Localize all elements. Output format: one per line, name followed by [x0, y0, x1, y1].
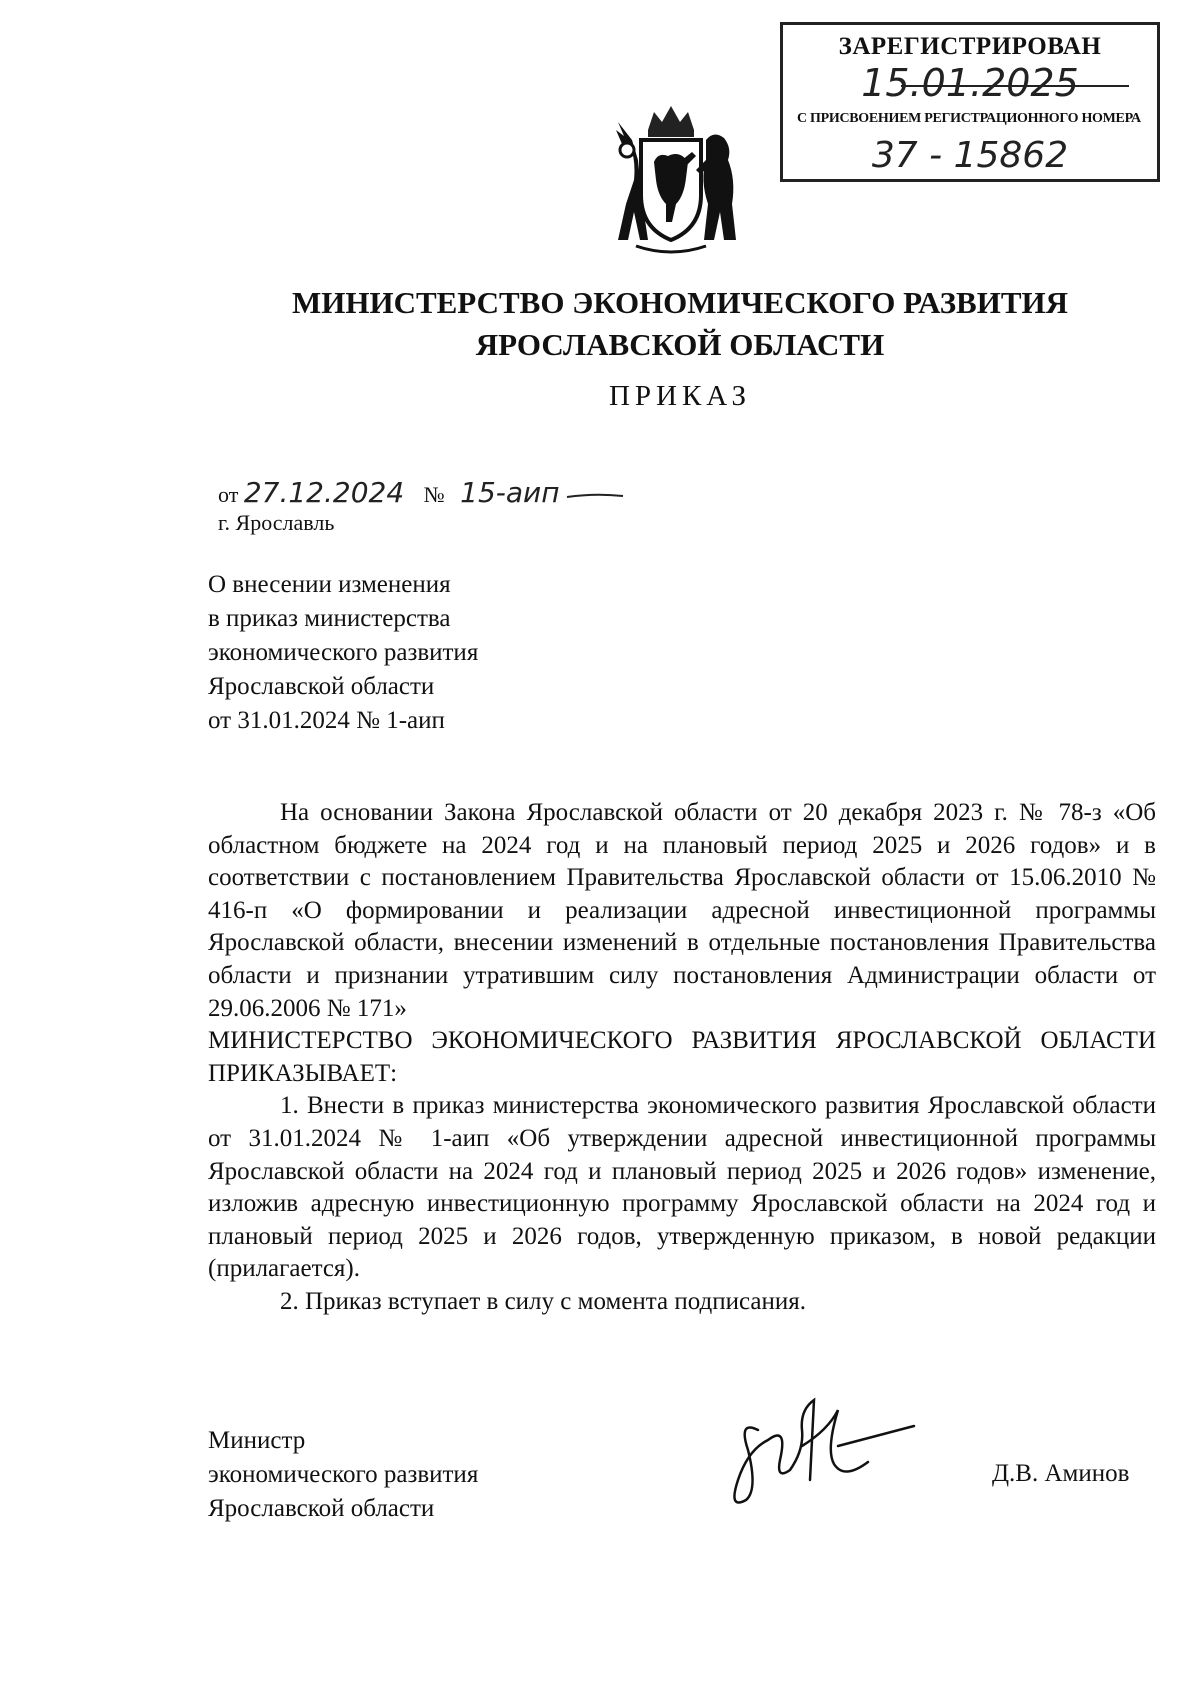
subject-line: О внесении изменения	[208, 571, 451, 598]
date-prefix: от	[218, 482, 239, 507]
item-2-paragraph: 2. Приказ вступает в силу с момента подписания.	[280, 1287, 806, 1315]
document-type: ПРИКАЗ	[608, 380, 752, 412]
order-body	[208, 797, 1156, 1319]
registration-stamp	[780, 22, 1160, 182]
signer-title-line: Министр	[208, 1427, 306, 1454]
stamp-title: ЗАРЕГИСТРИРОВАН	[838, 33, 1102, 60]
stamp-note: С ПРИСВОЕНИЕМ РЕГИСТРАЦИОННОГО НОМЕРА	[797, 111, 1141, 126]
ministry-name	[0, 282, 1200, 366]
item-1-paragraph: 1. Внести в приказ министерства экономического развития Ярославской области от 31.01.2024 № 1-аип «Об утверждении адресной инвестиционной программы Ярославской области на 2024 год и плановый период 2025 и 2026 годов» изменение, изложив адресную инвестиционную программу Ярославской области на 2024 год и плановый период 2025 и 2026 годов, утвержденную приказом, в новой редакции (прилагается).	[208, 1092, 1156, 1283]
subject-line: Ярославской области	[208, 673, 435, 700]
subject-line: в приказ министерства	[208, 605, 451, 632]
signer-title-line: экономического развития	[208, 1461, 479, 1488]
ministry-name-line1: МИНИСТЕРСТВО ЭКОНОМИЧЕСКОГО РАЗВИТИЯ	[291, 285, 1069, 320]
ministry-name-line2: ЯРОСЛАВСКОЙ ОБЛАСТИ	[475, 327, 885, 362]
signer-title-line: Ярославской области	[208, 1495, 435, 1522]
stamp-registration-number: 37 - 15862	[871, 135, 1069, 176]
decree-paragraph: МИНИСТЕРСТВО ЭКОНОМИЧЕСКОГО РАЗВИТИЯ ЯРОСЛАВСКОЙ ОБЛАСТИ ПРИКАЗЫВАЕТ:	[208, 1027, 1156, 1087]
subject-line: экономического развития	[208, 639, 479, 666]
order-subject	[208, 568, 478, 738]
handwritten-signature-icon	[718, 1370, 918, 1510]
order-date-number	[218, 476, 625, 509]
subject-line: от 31.01.2024 № 1-аип	[208, 707, 445, 734]
coat-of-arms-icon	[596, 100, 746, 260]
number-prefix: №	[423, 482, 445, 507]
signer-name: Д.В. Аминов	[992, 1460, 1130, 1487]
order-city: г. Ярославль	[218, 510, 335, 535]
preamble-paragraph: На основании Закона Ярославской области от 20 декабря 2023 г. № 78-з «Об областном бюджете на 2024 год и на плановый период 2025 и 2026 годов» и в соответствии с постановлением Правительства Ярославской области от 15.06.2010 № 416-п «О формировании и реализации адресной инвестиционной программы Ярославской области, внесении изменений в отдельные постановления Правительства области и признании утратившим силу постановления Администрации области от 29.06.2006 № 171»	[208, 799, 1156, 1022]
stamp-date-underline	[901, 85, 1129, 87]
number-underline	[565, 491, 625, 503]
signer-title	[208, 1424, 478, 1526]
stamp-date: 15.01.2025	[861, 61, 1079, 105]
order-date: 27.12.2024	[243, 476, 405, 509]
order-number: 15-аип	[460, 476, 560, 509]
